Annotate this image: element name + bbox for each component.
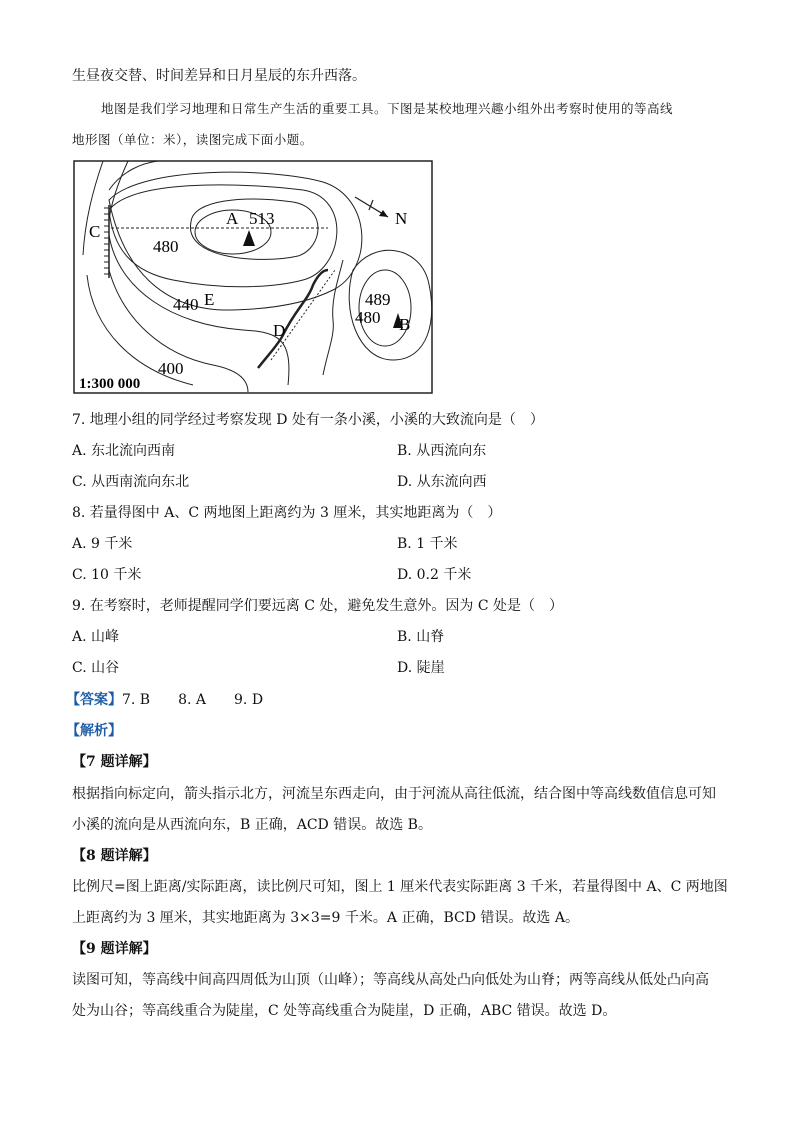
question-9-option-b[interactable]: B. 山脊 (397, 629, 445, 645)
elev-489: 489 (365, 290, 391, 309)
peak-a-icon (243, 230, 255, 246)
elev-440: 440 (173, 295, 199, 314)
contour-440 (109, 172, 362, 310)
intro-tail-text: 生昼夜交替、时间差异和日月星辰的东升西落。 (72, 68, 366, 84)
question-7-option-d[interactable]: D. 从东流向西 (397, 474, 487, 490)
question-8-stem: 8. 若量得图中 A、C 两地图上距离约为 3 厘米，其实地距离为（ ） (72, 505, 502, 521)
answer-tag: 【答案】 (66, 692, 122, 708)
label-c: C (89, 222, 101, 241)
question-8-option-c[interactable]: C. 10 千米 (72, 567, 142, 583)
contour-map (73, 160, 433, 394)
detail-9-tag: 【9 题详解】 (72, 941, 157, 957)
question-7-option-a[interactable]: A. 东北流向西南 (72, 443, 176, 459)
contour-lines (83, 161, 432, 392)
question-8-option-b[interactable]: B. 1 千米 (397, 536, 458, 552)
north-label: N (395, 209, 408, 228)
detail-9-line-1: 读图可知，等高线中间高四周低为山顶（山峰）；等高线从高处凸向低处为山脊；两等高线从低处凸向高 (72, 972, 709, 988)
question-8-option-d[interactable]: D. 0.2 千米 (397, 567, 472, 583)
question-8-option-a[interactable]: A. 9 千米 (72, 536, 133, 552)
contour-valley-d (323, 260, 343, 375)
question-7-option-b[interactable]: B. 从西流向东 (397, 443, 487, 459)
stream-dashed-line (271, 270, 335, 360)
elev-400: 400 (158, 359, 184, 378)
question-9-option-c[interactable]: C. 山谷 (72, 660, 120, 676)
elev-480-a: 480 (153, 237, 179, 256)
question-9-stem: 9. 在考察时，老师提醒同学们要远离 C 处，避免发生意外。因为 C 处是（ ） (72, 598, 564, 614)
answer-text: 7. B 8. A 9. D (122, 692, 264, 708)
elev-480-b: 480 (355, 308, 381, 327)
detail-7-line-2: 小溪的流向是从西流向东，B 正确，ACD 错误。故选 B。 (72, 817, 432, 833)
label-b: B (399, 315, 411, 334)
question-9-option-a[interactable]: A. 山峰 (72, 629, 120, 645)
label-d: D (273, 321, 286, 340)
map-scale: 1:300 000 (79, 376, 141, 392)
question-7-stem: 7. 地理小组的同学经过考察发现 D 处有一条小溪，小溪的大致流向是（ ） (72, 412, 544, 428)
material-line-1: 地图是我们学习地理和日常生产生活的重要工具。下图是某校地理兴趣小组外出考察时使用的等高线 (101, 101, 674, 116)
label-e: E (204, 290, 215, 309)
material-line-2: 地形图（单位：米），读图完成下面小题。 (72, 132, 313, 147)
detail-9-line-2: 处为山谷；等高线重合为陡崖，C 处等高线重合为陡崖，D 正确，ABC 错误。故选 D。 (72, 1003, 617, 1019)
answer-row (66, 690, 263, 710)
elev-513: 513 (249, 209, 275, 228)
detail-8-tag: 【8 题详解】 (72, 848, 157, 864)
analysis-tag: 【解析】 (66, 723, 122, 739)
north-arrow-icon (355, 197, 388, 217)
detail-7-tag: 【7 题详解】 (72, 754, 157, 770)
label-a: A (226, 209, 239, 228)
detail-8-line-1: 比例尺=图上距离/实际距离，读比例尺可知，图上 1 厘米代表实际距离 3 千米，若量得图中 A、C 两地图 (72, 879, 728, 895)
detail-8-line-2: 上距离约为 3 厘米，其实地距离为 3×3=9 千米。A 正确，BCD 错误。故选 A。 (72, 910, 579, 926)
question-9-option-d[interactable]: D. 陡崖 (397, 660, 445, 676)
stream-path (258, 270, 328, 368)
question-7-option-c[interactable]: C. 从西南流向东北 (72, 474, 190, 490)
contour-mid-a (109, 185, 337, 287)
detail-7-line-1: 根据指向标定向，箭头指示北方，河流呈东西走向，由于河流从高往低流，结合图中等高线数值信息可知 (72, 786, 716, 802)
